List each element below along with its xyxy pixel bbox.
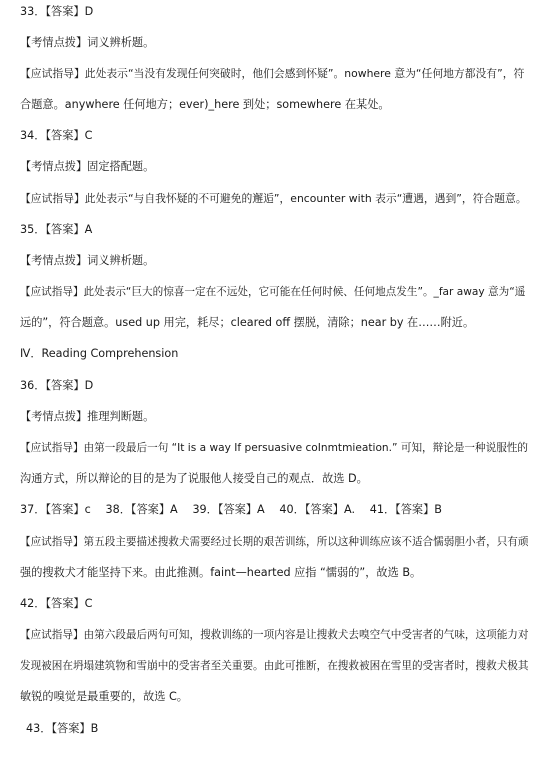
guidance-36-line-2: 沟通方式，所以辩论的目的是为了说服他人接受自己的观点．故选 D。: [20, 472, 368, 485]
guidance-36-line-1: 【应试指导】由第一段最后一句 “It is a way If persuasive coInmtmieation.” 可知，辩论是一种说服性的: [20, 442, 528, 454]
answer-35: 35．【答案】A: [20, 223, 93, 236]
guidance-42-line-1: 【应试指导】由第六段最后两句可知，搜救训练的一项内容是让搜救犬去嗅空气中受害者的气味，这项能力对: [20, 629, 529, 641]
guidance-42-line-2: 发现被困在坍塌建筑物和雪崩中的受害者至关重要。由此可推断，在搜救被困在雪里的受害者时，搜救犬极其: [20, 660, 529, 672]
guidance-34: 【应试指导】此处表示“与自我怀疑的不可避免的邂逅”，encounter with 表示“遭遇，遇到”，符合题意。: [20, 192, 527, 205]
guidance-41-line-2: 强的搜救犬才能坚持下来。由此推测。faint—hearted 应指 “懦弱的”，故选 B。: [20, 566, 422, 579]
analysis-33: 【考情点拨】词义辨析题。: [20, 36, 155, 49]
answer-36: 36．【答案】D: [20, 379, 94, 392]
analysis-36: 【考情点拨】推理判断题。: [20, 410, 155, 423]
guidance-35-line-2: 远的”，符合题意。used up 用完，耗尽；cleared off 摆脱，清除；near by 在……附近。: [20, 316, 475, 329]
answers-37-41: 37．【答案】c 38．【答案】A 39．【答案】A 40．【答案】A. 41．【答案】B: [20, 503, 442, 516]
guidance-35-line-1: 【应试指导】此处表示“巨大的惊喜一定在不远处，它可能在任何时候、任何地点发生”。_far away 意为“遥: [20, 286, 526, 298]
guidance-42-line-3: 敏锐的嗅觉是最重要的，故选 C。: [20, 690, 188, 703]
section-heading: Ⅳ．Reading Comprehension: [20, 347, 179, 360]
analysis-34: 【考情点拨】固定搭配题。: [20, 160, 155, 173]
answer-34: 34．【答案】C: [20, 129, 93, 142]
guidance-33-line-1: 【应试指导】此处表示“当没有发现任何突破时，他们会感到怀疑”。nowhere 意为“任何地方都没有”，符: [20, 67, 525, 80]
answer-33: 33．【答案】D: [20, 5, 94, 18]
analysis-35: 【考情点拨】词义辨析题。: [20, 254, 155, 267]
guidance-41-line-1: 【应试指导】第五段主要描述搜救犬需要经过长期的艰苦训练，所以这种训练应该不适合懦弱胆小者，只有顽: [20, 536, 529, 548]
answer-42: 42．【答案】C: [20, 597, 93, 610]
guidance-33-line-2: 合题意。anywhere 任何地方；ever)_here 到处；somewhere 在某处。: [20, 98, 390, 111]
answer-43: 43．【答案】B: [26, 722, 99, 735]
